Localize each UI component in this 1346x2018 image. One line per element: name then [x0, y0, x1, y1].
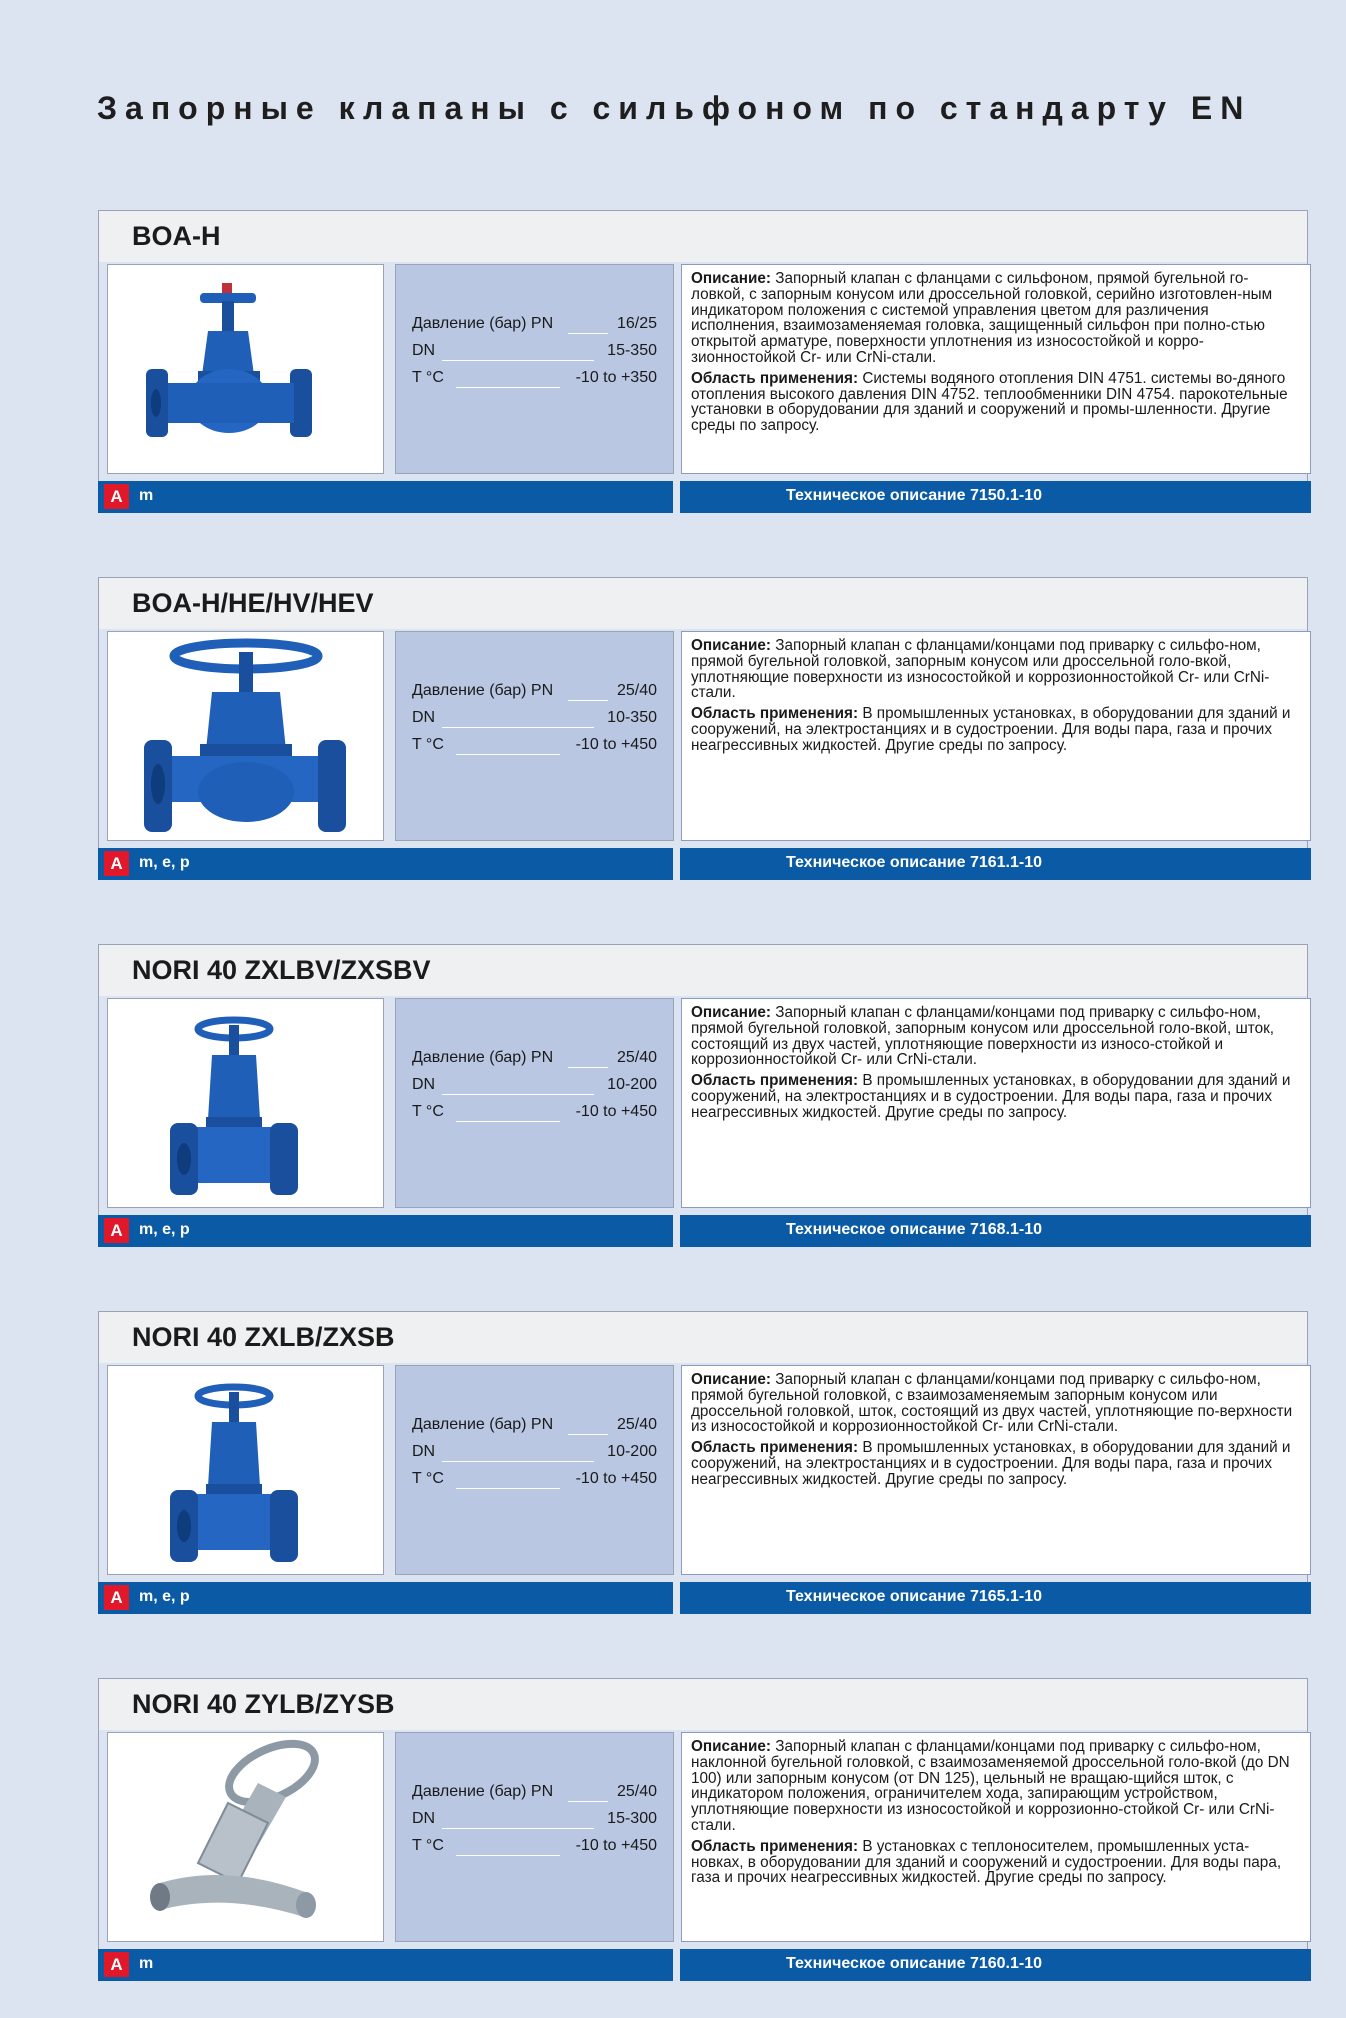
card-header — [98, 1311, 1308, 1363]
materials-text: m — [139, 1955, 154, 1972]
spec-label: Давление (бар) PN — [412, 1049, 554, 1066]
spec-leader-line — [456, 387, 560, 388]
gate-valve-wide-handwheel-icon — [108, 632, 384, 841]
spec-value: 25/40 — [616, 1416, 657, 1433]
spec-value: -10 to +450 — [575, 1103, 657, 1120]
description-label: Описание: — [691, 1738, 771, 1755]
description-panel — [681, 264, 1311, 474]
tech-ref-bar[interactable] — [680, 1949, 1311, 1981]
spec-panel — [395, 1365, 674, 1575]
spec-label: DN — [412, 709, 436, 726]
description-panel — [681, 1365, 1311, 1575]
category-badge: A — [104, 1585, 129, 1610]
card-body — [98, 996, 1308, 1215]
description-label: Описание: — [691, 1004, 771, 1021]
description-panel — [681, 1732, 1311, 1942]
spec-row — [412, 736, 657, 758]
materials-bar — [98, 481, 673, 513]
category-badge: A — [104, 1218, 129, 1243]
spec-row — [412, 1443, 657, 1465]
spec-leader-line — [568, 1434, 608, 1435]
product-name: NORI 40 ZXLBV/ZXSBV — [132, 955, 431, 985]
spec-leader-line — [456, 754, 560, 755]
spec-leader-line — [568, 333, 608, 334]
spec-label: DN — [412, 342, 436, 359]
spec-leader-line — [568, 1067, 608, 1068]
spec-value: 25/40 — [616, 1783, 657, 1800]
spec-value: -10 to +450 — [575, 1837, 657, 1854]
spec-label: Давление (бар) PN — [412, 1416, 554, 1433]
product-card — [98, 577, 1311, 891]
spec-leader-line — [442, 1094, 594, 1095]
spec-row — [412, 682, 657, 704]
application-text: В промышленных установках, в оборудовании для зданий и сооружений, на электростанциях и в судостроении. Для воды пара, газа и прочих неагрессивных жидкостей. Другие среды по запросу. — [691, 1072, 1291, 1121]
spec-row — [412, 1837, 657, 1859]
product-card — [98, 1311, 1311, 1625]
application-label: Область применения: — [691, 1439, 859, 1457]
spec-value: 10-200 — [607, 1076, 657, 1093]
materials-bar — [98, 1949, 673, 1981]
tech-ref-link[interactable]: Техническое описание 7161.1-10 — [786, 854, 1043, 871]
materials-text: m — [139, 487, 154, 504]
description-label: Описание: — [691, 637, 771, 654]
tech-ref-bar[interactable] — [680, 1582, 1311, 1614]
application-text: В промышленных установках, в оборудовании для зданий и сооружений, на электростанциях и в судостроении. Для воды пара, газа и прочих неагрессивных жидкостей. Другие среды по запросу. — [691, 705, 1291, 754]
spec-value: 10-200 — [607, 1443, 657, 1460]
description-label: Описание: — [691, 270, 771, 287]
description-text: Запорный клапан с фланцами/концами под приварку с сильфо-ном, наклонной бугельной головкой, с взаимозаменяемой дроссельной голо-вкой (до DN 100) или запорным конусом (от DN 125), цельный не вращаю-щийся шток, с индикатором положения, ограничителем хода, запирающим устройством, уплотняющие поверхности из износостойкой и коррозионно-стойкой Cr- или CrNi-стали. — [691, 1738, 1290, 1834]
application-text: Системы водяного отопления DIN 4751. системы во-дяного отопления высокого давления DIN 4752. теплообменники DIN 4754. парокотельные установки в оборудовании для зданий и сооружений и промы-шленности. Другие среды по запросу. — [691, 369, 1288, 435]
card-header — [98, 577, 1308, 629]
spec-label: DN — [412, 1443, 436, 1460]
card-header — [98, 210, 1308, 262]
product-photo — [107, 264, 384, 474]
spec-value: 10-350 — [607, 709, 657, 726]
product-name: NORI 40 ZXLB/ZXSB — [132, 1322, 395, 1352]
spec-label: T °C — [412, 369, 444, 386]
description-panel — [681, 631, 1311, 841]
card-body — [98, 262, 1308, 481]
spec-row — [412, 1470, 657, 1492]
spec-value: -10 to +450 — [575, 1470, 657, 1487]
application-label: Область применения: — [691, 369, 859, 387]
category-badge: A — [104, 851, 129, 876]
spec-label: Давление (бар) PN — [412, 1783, 554, 1800]
spec-value: 16/25 — [616, 315, 657, 332]
spec-row — [412, 709, 657, 731]
tech-ref-link[interactable]: Техническое описание 7160.1-10 — [786, 1955, 1043, 1972]
spec-row — [412, 1049, 657, 1071]
spec-leader-line — [442, 1461, 594, 1462]
description-panel — [681, 998, 1311, 1208]
spec-value: 25/40 — [616, 1049, 657, 1066]
product-photo — [107, 998, 384, 1208]
description-text: Запорный клапан с фланцами с сильфоном, прямой бугельной го-ловкой, с запорным конусом или дроссельной головкой, серийно изготовлен-ным индикатором положения с системой управления цветом для различения исполнения, взаимозаменяемая головка, защищенный сильфон при полно-стью открытой арматуре, поверхности уплотнения из износостойкой и корро-зионностойкой Cr- или CrNi-стали. — [691, 270, 1273, 366]
application-label: Область применения: — [691, 1072, 859, 1090]
card-body — [98, 1363, 1308, 1582]
product-card — [98, 1678, 1311, 1992]
tech-ref-bar[interactable] — [680, 848, 1311, 880]
spec-value: 15-300 — [607, 1810, 657, 1827]
materials-bar — [98, 848, 673, 880]
spec-row — [412, 1103, 657, 1125]
spec-label: T °C — [412, 1837, 444, 1854]
category-badge: A — [104, 1952, 129, 1977]
spec-value: -10 to +450 — [575, 736, 657, 753]
application-label: Область применения: — [691, 1837, 859, 1855]
materials-bar — [98, 1582, 673, 1614]
spec-panel — [395, 998, 674, 1208]
spec-leader-line — [568, 700, 608, 701]
globe-valve-handwheel-icon — [108, 1366, 384, 1575]
materials-text: m, e, p — [139, 1221, 190, 1238]
spec-row — [412, 369, 657, 391]
spec-label: Давление (бар) PN — [412, 682, 554, 699]
product-name: BOA-H/HE/HV/HEV — [132, 588, 374, 618]
product-photo — [107, 631, 384, 841]
card-header — [98, 1678, 1308, 1730]
spec-leader-line — [442, 360, 594, 361]
spec-label: DN — [412, 1810, 436, 1827]
gate-valve-handwheel-icon — [108, 265, 384, 474]
spec-value: 15-350 — [607, 342, 657, 359]
spec-panel — [395, 1732, 674, 1942]
product-photo — [107, 1732, 384, 1942]
product-card — [98, 944, 1311, 1258]
tech-ref-bar[interactable] — [680, 1215, 1311, 1247]
tech-ref-link[interactable]: Техническое описание 7150.1-10 — [786, 487, 1043, 504]
spec-row — [412, 1076, 657, 1098]
spec-panel — [395, 264, 674, 474]
product-name: BOA-H — [132, 221, 221, 251]
spec-label: T °C — [412, 1103, 444, 1120]
materials-text: m, e, p — [139, 854, 190, 871]
y-pattern-valve-icon — [108, 1733, 384, 1942]
product-name: NORI 40 ZYLB/ZYSB — [132, 1689, 395, 1719]
spec-panel — [395, 631, 674, 841]
description-text: Запорный клапан с фланцами/концами под приварку с сильфо-ном, прямой бугельной головкой, запорным конусом или дроссельной голо-вкой, шток, состоящий из двух частей, уплотняющие поверхности из износо-стойкой и коррозионностойкой Cr- или CrNi-стали. — [691, 1004, 1275, 1069]
spec-row — [412, 342, 657, 364]
spec-label: T °C — [412, 1470, 444, 1487]
category-badge: A — [104, 484, 129, 509]
description-text: Запорный клапан с фланцами/концами под приварку с сильфо-ном, прямой бугельной головкой, запорным конусом или дроссельной голо-вкой, уплотняющие поверхности из износостойкой и коррозионностойкой Cr- или CrNi-стали. — [691, 637, 1270, 702]
product-card — [98, 210, 1311, 524]
spec-leader-line — [456, 1121, 560, 1122]
spec-value: 25/40 — [616, 682, 657, 699]
spec-leader-line — [442, 1828, 594, 1829]
spec-leader-line — [456, 1488, 560, 1489]
materials-bar — [98, 1215, 673, 1247]
description-label: Описание: — [691, 1371, 771, 1388]
application-text: В установках с теплоносителем, промышленных уста-новках, в оборудовании для зданий и сооружений и судостроении. Для воды пара, газа и прочих неагрессивных жидкостей. Другие среды по запросу. — [691, 1837, 1282, 1887]
description-text: Запорный клапан с фланцами/концами под приварку с сильфо-ном, прямой бугельной головкой, с взаимозаменяемым запорным конусом или дроссельной головкой, шток, состоящий из двух частей, уплотняющие по-верхности из износостойкой и коррозионностойкой Cr- или CrNi-стали. — [691, 1371, 1293, 1436]
spec-leader-line — [568, 1801, 608, 1802]
spec-value: -10 to +350 — [575, 369, 657, 386]
spec-label: T °C — [412, 736, 444, 753]
globe-valve-handwheel-icon — [108, 999, 384, 1208]
materials-text: m, e, p — [139, 1588, 190, 1605]
spec-row — [412, 1810, 657, 1832]
spec-label: Давление (бар) PN — [412, 315, 554, 332]
spec-leader-line — [456, 1855, 560, 1856]
spec-row — [412, 1783, 657, 1805]
card-body — [98, 1730, 1308, 1949]
product-photo — [107, 1365, 384, 1575]
application-text: В промышленных установках, в оборудовании для зданий и сооружений, на электростанциях и в судостроении. Для воды пара, газа и прочих неагрессивных жидкостей. Другие среды по запросу. — [691, 1439, 1291, 1488]
card-header — [98, 944, 1308, 996]
spec-leader-line — [442, 727, 594, 728]
page-title: Запорные клапаны с сильфоном по стандарту EN — [97, 90, 1252, 126]
tech-ref-bar[interactable] — [680, 481, 1311, 513]
spec-row — [412, 315, 657, 337]
card-body — [98, 629, 1308, 848]
spec-label: DN — [412, 1076, 436, 1093]
tech-ref-link[interactable]: Техническое описание 7165.1-10 — [786, 1588, 1043, 1605]
application-label: Область применения: — [691, 705, 859, 723]
tech-ref-link[interactable]: Техническое описание 7168.1-10 — [786, 1221, 1043, 1238]
spec-row — [412, 1416, 657, 1438]
